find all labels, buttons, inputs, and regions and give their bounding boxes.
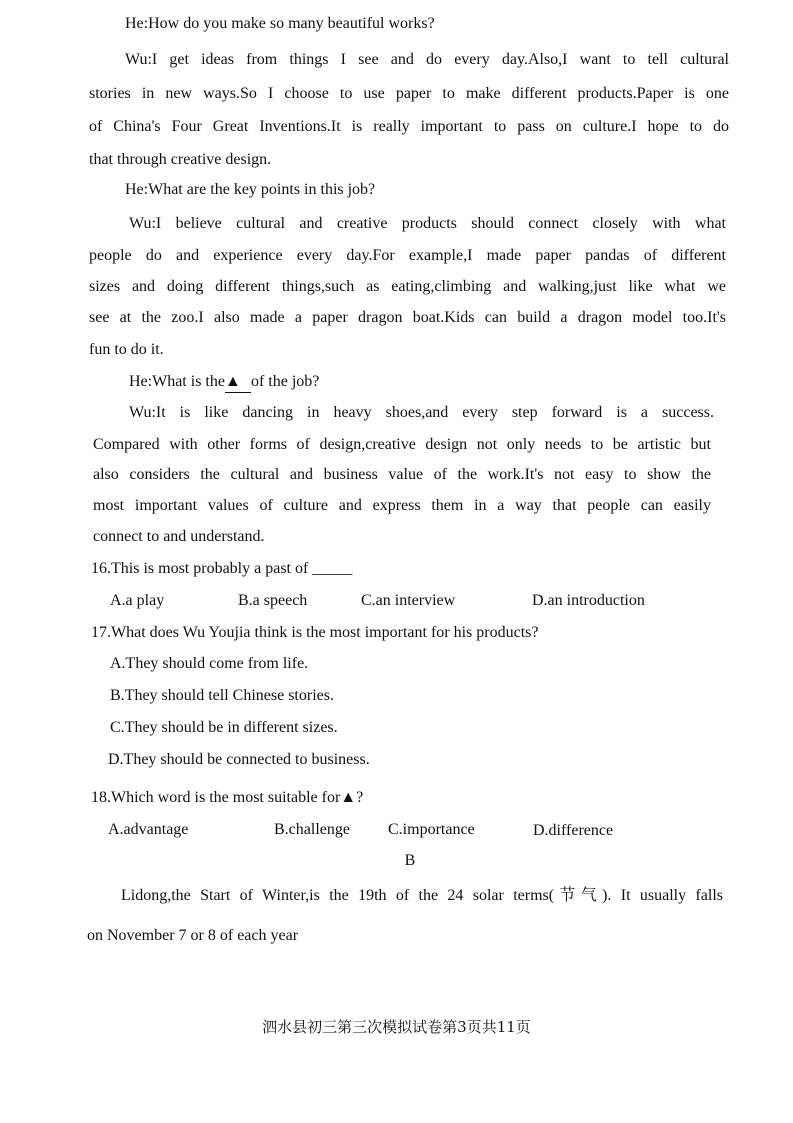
option-17-d: D.They should be connected to business. [108, 751, 370, 768]
section-b-line: on November 7 or 8 of each year [87, 927, 299, 944]
question-18-text: 18.Which word is the most suitable for [91, 789, 341, 806]
interview-answer-2-line: people do and experience every day.For example,I made paper pandas of different [89, 247, 726, 264]
question-18-stem [91, 788, 363, 808]
question-3-text-after: of the job? [250, 373, 320, 390]
question-mark: ? [356, 789, 364, 806]
interview-answer-1-line: Wu:I get ideas from things I see and do every day.Also,I want to tell cultural [125, 51, 729, 68]
interview-answer-1-line: of China's Four Great Inventions.It is really important to pass on culture.I hope to do [89, 118, 729, 135]
option-16-c: C.an interview [361, 592, 456, 609]
interview-answer-3-line: Wu:It is like dancing in heavy shoes,and every step forward is a success. [129, 404, 714, 421]
option-17-a: A.They should come from life. [110, 655, 309, 672]
interview-answer-2-line: fun to do it. [89, 341, 164, 358]
interview-answer-3-line: also considers the cultural and business value of the work.It's not easy to show the [93, 466, 711, 483]
option-17-b: B.They should tell Chinese stories. [110, 687, 334, 704]
option-17-c: C.They should be in different sizes. [110, 719, 338, 736]
triangle-blank-marker: ▲ [225, 372, 251, 393]
question-17-stem: 17.What does Wu Youjia think is the most important for his products? [91, 624, 539, 641]
interview-question-2: He:What are the key points in this job? [125, 181, 376, 198]
option-18-d: D.difference [533, 822, 614, 839]
question-16-text: 16.This is most probably a past of [91, 560, 313, 577]
interview-answer-2-line: sizes and doing different things,such as eating,climbing and walking,just like what we [89, 278, 726, 295]
option-18-b: B.challenge [274, 821, 350, 838]
interview-answer-1-line: stories in new ways.So I choose to use paper to make different products.Paper is one [89, 85, 729, 102]
interview-question-1: He:How do you make so many beautiful works? [125, 15, 435, 32]
answer-blank: _____ [312, 560, 353, 577]
interview-answer-1-line: that through creative design. [89, 151, 272, 168]
question-16-stem [91, 559, 352, 579]
interview-answer-3-line: Compared with other forms of design,creative design not only needs to be artistic but [93, 436, 711, 453]
option-16-b: B.a speech [238, 592, 308, 609]
interview-question-3 [129, 372, 319, 393]
question-3-text-before: He:What is the [129, 373, 225, 390]
interview-answer-3-line: connect to and understand. [93, 528, 265, 545]
section-b-line: Lidong,the Start of Winter,is the 19th of the 24 solar terms(节气). It usually falls [121, 887, 723, 904]
option-18-c: C.importance [388, 821, 475, 838]
section-heading: B [404, 852, 416, 869]
interview-answer-3-line: most important values of culture and express them in a way that people can easily [93, 497, 711, 514]
page-footer: 泗水县初三第三次模拟试卷第3页共11页 [262, 1018, 531, 1036]
option-16-d: D.an introduction [532, 592, 645, 609]
triangle-blank-marker: ▲ [340, 789, 357, 806]
option-16-a: A.a play [110, 592, 165, 609]
interview-answer-2-line: see at the zoo.I also made a paper dragon boat.Kids can build a dragon model too.It's [89, 309, 726, 326]
interview-answer-2-line: Wu:I believe cultural and creative products should connect closely with what [129, 215, 726, 232]
option-18-a: A.advantage [108, 821, 189, 838]
